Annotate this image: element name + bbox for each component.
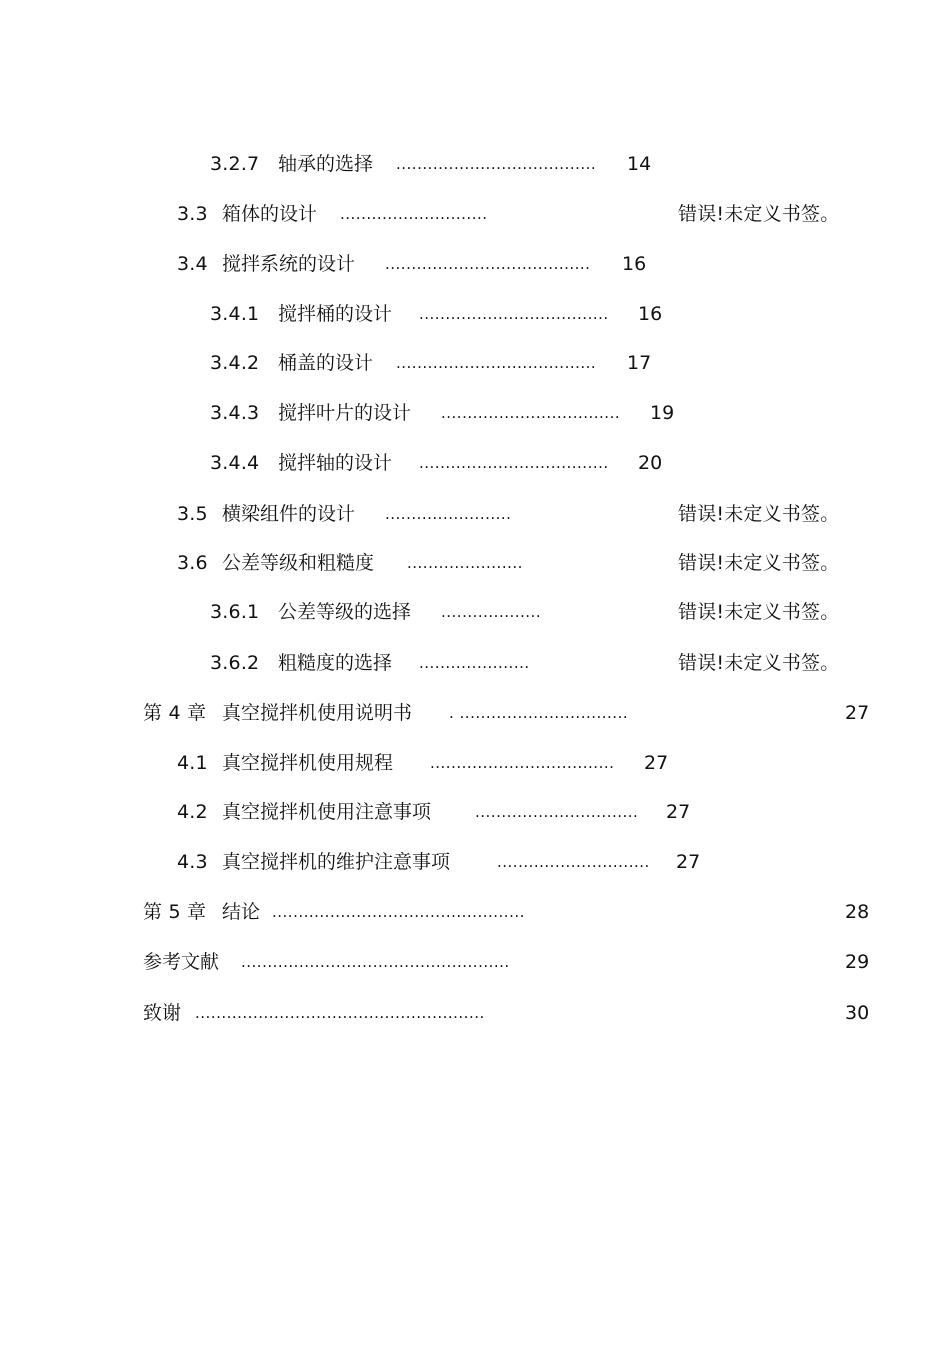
toc-entry-references[interactable] bbox=[0, 946, 950, 978]
toc-leader: ................................................... bbox=[241, 953, 510, 971]
toc-title: 真空搅拌机使用说明书 bbox=[222, 702, 413, 724]
toc-page: 27 bbox=[845, 702, 870, 724]
toc-entry-3-4-3[interactable] bbox=[0, 397, 950, 429]
toc-title: 粗糙度的选择 bbox=[278, 652, 393, 674]
toc-entry-4-3[interactable] bbox=[0, 846, 950, 878]
toc-page: 错误!未定义书签。 bbox=[678, 652, 840, 674]
toc-title: 搅拌叶片的设计 bbox=[278, 402, 412, 424]
toc-page: 16 bbox=[638, 303, 663, 325]
toc-title: 搅拌轴的设计 bbox=[278, 452, 393, 474]
toc-leader: ............................... bbox=[475, 803, 639, 821]
toc-title: 结论 bbox=[222, 901, 261, 923]
toc-leader: ...................... bbox=[407, 554, 523, 572]
toc-number: 第 5 章 bbox=[143, 901, 207, 923]
toc-number: 3.4.3 bbox=[210, 402, 260, 424]
toc-entry-4-1[interactable] bbox=[0, 747, 950, 779]
toc-title: 搅拌系统的设计 bbox=[222, 253, 356, 275]
toc-entry-chapter-5[interactable] bbox=[0, 896, 950, 928]
toc-page: 27 bbox=[676, 851, 701, 873]
toc-entry-3-6-2[interactable] bbox=[0, 647, 950, 679]
toc-page: 17 bbox=[627, 352, 652, 374]
toc-entry-3-4-2[interactable] bbox=[0, 347, 950, 379]
toc-title: 轴承的选择 bbox=[278, 153, 374, 175]
toc-title: 真空搅拌机使用注意事项 bbox=[222, 801, 432, 823]
toc-title: 箱体的设计 bbox=[222, 203, 318, 225]
toc-title: 致谢 bbox=[143, 1002, 182, 1024]
toc-page: 29 bbox=[845, 951, 870, 973]
toc-page: 错误!未定义书签。 bbox=[678, 552, 840, 574]
toc-number: 4.3 bbox=[177, 851, 208, 873]
toc-page: 28 bbox=[845, 901, 870, 923]
toc-leader: ................................... bbox=[430, 754, 615, 772]
toc-title: 横梁组件的设计 bbox=[222, 503, 356, 525]
toc-title: 公差等级的选择 bbox=[278, 601, 412, 623]
toc-number: 3.6.2 bbox=[210, 652, 260, 674]
toc-leader: ...................................... bbox=[396, 354, 597, 372]
toc-page: 20 bbox=[638, 452, 663, 474]
toc-leader: ............................. bbox=[497, 853, 650, 871]
toc-entry-acknowledgements[interactable] bbox=[0, 997, 950, 1029]
toc-page: 错误!未定义书签。 bbox=[678, 503, 840, 525]
toc-entry-3-4[interactable] bbox=[0, 248, 950, 280]
toc-page: 27 bbox=[644, 752, 669, 774]
toc-page: 19 bbox=[650, 402, 675, 424]
toc-leader: ....................................... bbox=[385, 255, 591, 273]
toc-number: 3.4.2 bbox=[210, 352, 260, 374]
toc-title: 公差等级和粗糙度 bbox=[222, 552, 375, 574]
toc-leader: ....................................................... bbox=[195, 1004, 485, 1022]
toc-entry-3-2-7[interactable] bbox=[0, 148, 950, 180]
toc-title: 参考文献 bbox=[143, 951, 220, 973]
toc-entry-3-3[interactable] bbox=[0, 198, 950, 230]
toc-title: 真空搅拌机的维护注意事项 bbox=[222, 851, 451, 873]
toc-number: 3.4.4 bbox=[210, 452, 260, 474]
toc-number: 3.3 bbox=[177, 203, 208, 225]
toc-leader: . ................................ bbox=[449, 704, 629, 722]
toc-page: 16 bbox=[622, 253, 647, 275]
toc-number: 3.2.7 bbox=[210, 153, 260, 175]
toc-entry-3-4-1[interactable] bbox=[0, 298, 950, 330]
toc-leader: ........................ bbox=[385, 505, 512, 523]
toc-page: 30 bbox=[845, 1002, 870, 1024]
toc-number: 3.5 bbox=[177, 503, 208, 525]
toc-leader: .................................. bbox=[441, 404, 621, 422]
toc-number: 3.6 bbox=[177, 552, 208, 574]
toc-entry-chapter-4[interactable] bbox=[0, 697, 950, 729]
toc-number: 3.4.1 bbox=[210, 303, 260, 325]
toc-entry-4-2[interactable] bbox=[0, 796, 950, 828]
toc-number: 4.2 bbox=[177, 801, 208, 823]
toc-page: 14 bbox=[627, 153, 652, 175]
toc-leader: ................................................ bbox=[272, 903, 525, 921]
toc-page: 27 bbox=[666, 801, 691, 823]
toc-number: 3.4 bbox=[177, 253, 208, 275]
toc-leader: ................... bbox=[441, 603, 542, 621]
toc-leader: ...................................... bbox=[396, 155, 597, 173]
toc-entry-3-5[interactable] bbox=[0, 498, 950, 530]
toc-leader: .................................... bbox=[419, 454, 609, 472]
toc-leader: ............................ bbox=[340, 205, 488, 223]
toc-number: 3.6.1 bbox=[210, 601, 260, 623]
toc-title: 搅拌桶的设计 bbox=[278, 303, 393, 325]
toc-title: 桶盖的设计 bbox=[278, 352, 374, 374]
toc-title: 真空搅拌机使用规程 bbox=[222, 752, 394, 774]
toc-leader: ..................... bbox=[419, 654, 530, 672]
toc-page: 错误!未定义书签。 bbox=[678, 203, 840, 225]
toc-entry-3-4-4[interactable] bbox=[0, 447, 950, 479]
toc-number: 4.1 bbox=[177, 752, 208, 774]
toc-leader: .................................... bbox=[419, 305, 609, 323]
toc-number: 第 4 章 bbox=[143, 702, 207, 724]
toc-page: 错误!未定义书签。 bbox=[678, 601, 840, 623]
toc-entry-3-6[interactable] bbox=[0, 547, 950, 579]
toc-entry-3-6-1[interactable] bbox=[0, 596, 950, 628]
